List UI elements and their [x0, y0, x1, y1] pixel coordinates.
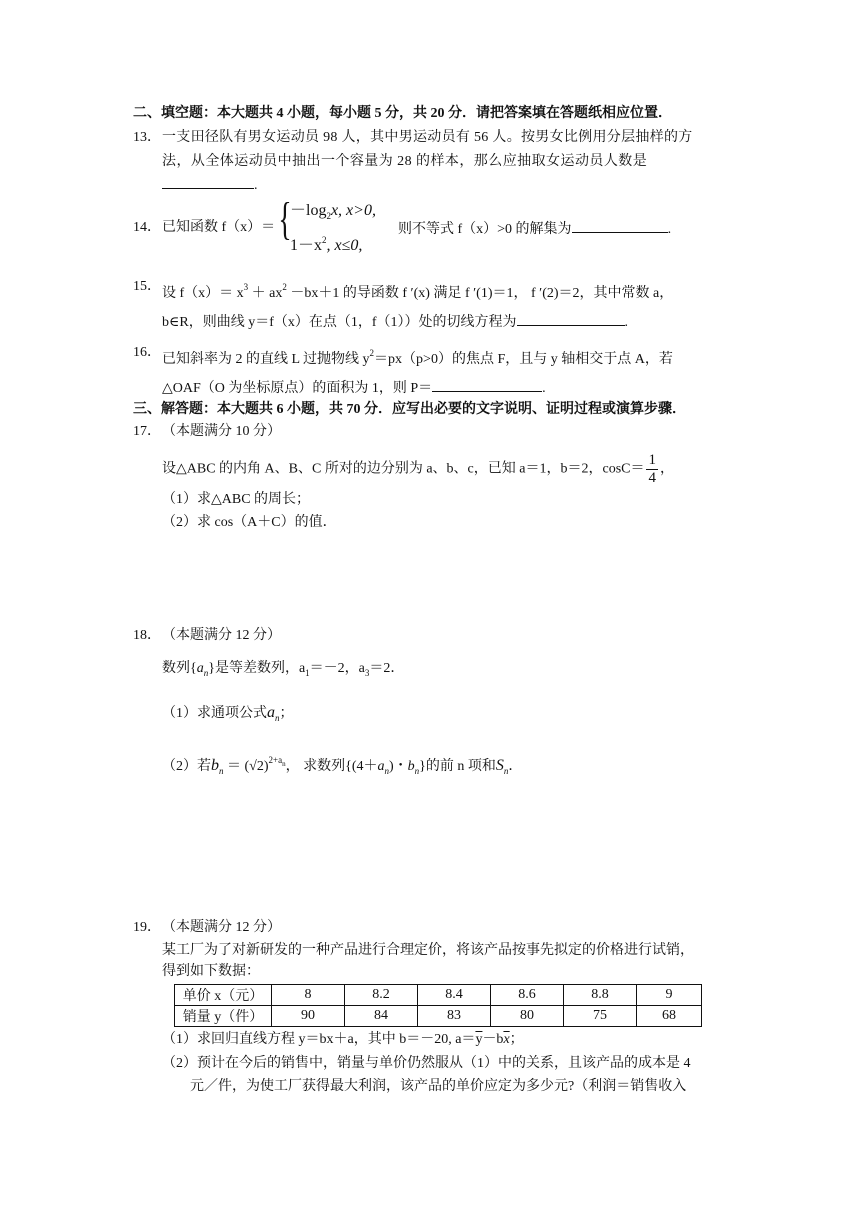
table-cell: 90	[272, 1006, 345, 1027]
q14-number: 14．	[133, 220, 161, 235]
q14-prefix: 已知函数 f（x）＝	[162, 220, 276, 235]
q13-line-1: 一支田径队有男女运动员 98 人，其中男运动员有 56 人。按男女比例用分层抽样的方	[162, 130, 693, 145]
q14-case-2: $1-x^2$, x≤0,	[290, 235, 363, 254]
table-row	[175, 985, 702, 1006]
q16-line-1: 已知斜率为 2 的直线 L 过抛物线 $y^2=px(p>0)$的焦点 F，且与 y 轴相交于点 A，若	[162, 348, 673, 367]
section-3-heading: 三、解答题：本大题共 6 小题，共 70 分．应写出必要的文字说明、证明过程或演算步骤．	[133, 402, 686, 417]
q19-part-2-line-1: （2）预计在今后的销售中，销量与单价仍然服从（1）中的关系，且该产品的成本是 4	[162, 1056, 691, 1071]
left-brace-icon: {	[278, 193, 292, 244]
q16-line-2-text: △OAF（O 为坐标原点）的面积为 1，则 P＝	[162, 381, 433, 396]
q14-suffix-text: 则不等式 f（x）>0 的解集为	[398, 222, 572, 237]
table-cell: 8.2	[345, 985, 418, 1006]
table-cell: 8	[272, 985, 345, 1006]
q13-line-2: 法，从全体运动员中抽出一个容量为 28 的样本，那么应抽取女运动员人数是	[162, 154, 648, 169]
q18-part-2: （2）若$b_n = (√2)^{2+an}$， 求数列{$(4+a_n)$・$b_n$}的前 n 项和$S_n$．	[162, 755, 523, 776]
q19-line-2: 得到如下数据：	[162, 964, 260, 979]
q16-line-2	[162, 377, 546, 399]
q13-answer-blank[interactable]	[162, 174, 254, 189]
q18-score: （本题满分 12 分）	[162, 628, 281, 643]
q13-end: .	[254, 178, 258, 193]
table-row-label: 销量 y（件）	[175, 1006, 272, 1027]
section-2-heading: 二、填空题：本大题共 4 小题，每小题 5 分，共 20 分．请把答案填在答题纸相应位置．	[133, 106, 672, 121]
q16-answer-blank[interactable]	[432, 377, 542, 392]
q15-line-2	[162, 311, 628, 333]
q17-part-2: （2）求 cos（A＋C）的值．	[162, 515, 337, 530]
q17-stem: 设△ABC 的内角 A、B、C 所对的边分别为 a、b、c，已知 a＝1，b＝2，cosC＝ $\frac{1}{4}$ ，	[162, 452, 674, 486]
q17-fraction: $\frac{1}{4}$	[648, 452, 656, 486]
q15-answer-blank[interactable]	[517, 311, 625, 326]
table-cell: 9	[637, 985, 702, 1006]
q17-score: （本题满分 10 分）	[162, 424, 281, 439]
q19-line-1: 某工厂为了对新研发的一种产品进行合理定价，将该产品按事先拟定的价格进行试销，	[162, 943, 694, 958]
q14-answer-blank[interactable]	[572, 218, 668, 233]
table-cell: 8.4	[418, 985, 491, 1006]
q17-stem-text: 设△ABC 的内角 A、B、C 所对的边分别为 a、b、c，已知 a＝1，b＝2，cosC＝	[162, 461, 645, 477]
q19-number: 19．	[133, 920, 161, 935]
q15-number: 15．	[133, 279, 161, 294]
table-cell: 80	[491, 1006, 564, 1027]
table-cell: 68	[637, 1006, 702, 1027]
q14-case-1: $-\log_2x$, x>0,	[290, 202, 376, 221]
q19-data-table	[174, 984, 702, 1027]
q18-stem: 数列$\{a_n\}$是等差数列，$a_1=-2$，$a_3=2$．	[162, 661, 405, 678]
q17-number: 17．	[133, 424, 161, 439]
table-cell: 8.6	[491, 985, 564, 1006]
table-row	[175, 1006, 702, 1027]
q14-end: .	[667, 222, 672, 237]
q15-line-1: 设 $f(x)= x^3 + ax^2 -bx+1$ 的导函数 f ′(x) 满足 f ′(1)＝1， f ′(2)＝2，其中常数 a，	[162, 282, 674, 301]
table-row-label: 单价 x（元）	[175, 985, 272, 1006]
q17-part-1: （1）求△ABC 的周长；	[162, 492, 311, 507]
q18-number: 18．	[133, 628, 161, 643]
q19-part-2-line-2: 元／件，为使工厂获得最大利润，该产品的单价应定为多少元?（利润＝销售收入	[190, 1079, 687, 1094]
q14-suffix	[398, 218, 671, 240]
table-cell: 75	[564, 1006, 637, 1027]
q16-end: .	[542, 381, 546, 396]
q13-answer-line	[162, 174, 258, 196]
q15-end: .	[624, 315, 629, 330]
table-cell: 83	[418, 1006, 491, 1027]
table-cell: 8.8	[564, 985, 637, 1006]
q15-line-2-text: b∈R，则曲线 y＝f（x）在点（1，f（1））处的切线方程为	[162, 315, 517, 330]
q13-number: 13．	[133, 130, 161, 145]
table-cell: 84	[345, 1006, 418, 1027]
q19-score: （本题满分 12 分）	[162, 920, 281, 935]
q16-number: 16．	[133, 345, 161, 360]
q19-part-1: （1）求回归直线方程 y＝bx＋a，其中 b＝－20, $a=\overline{y}-b\overline{x}$；	[162, 1032, 524, 1047]
q18-part-1: （1）求通项公式$a_n$；	[162, 704, 294, 723]
